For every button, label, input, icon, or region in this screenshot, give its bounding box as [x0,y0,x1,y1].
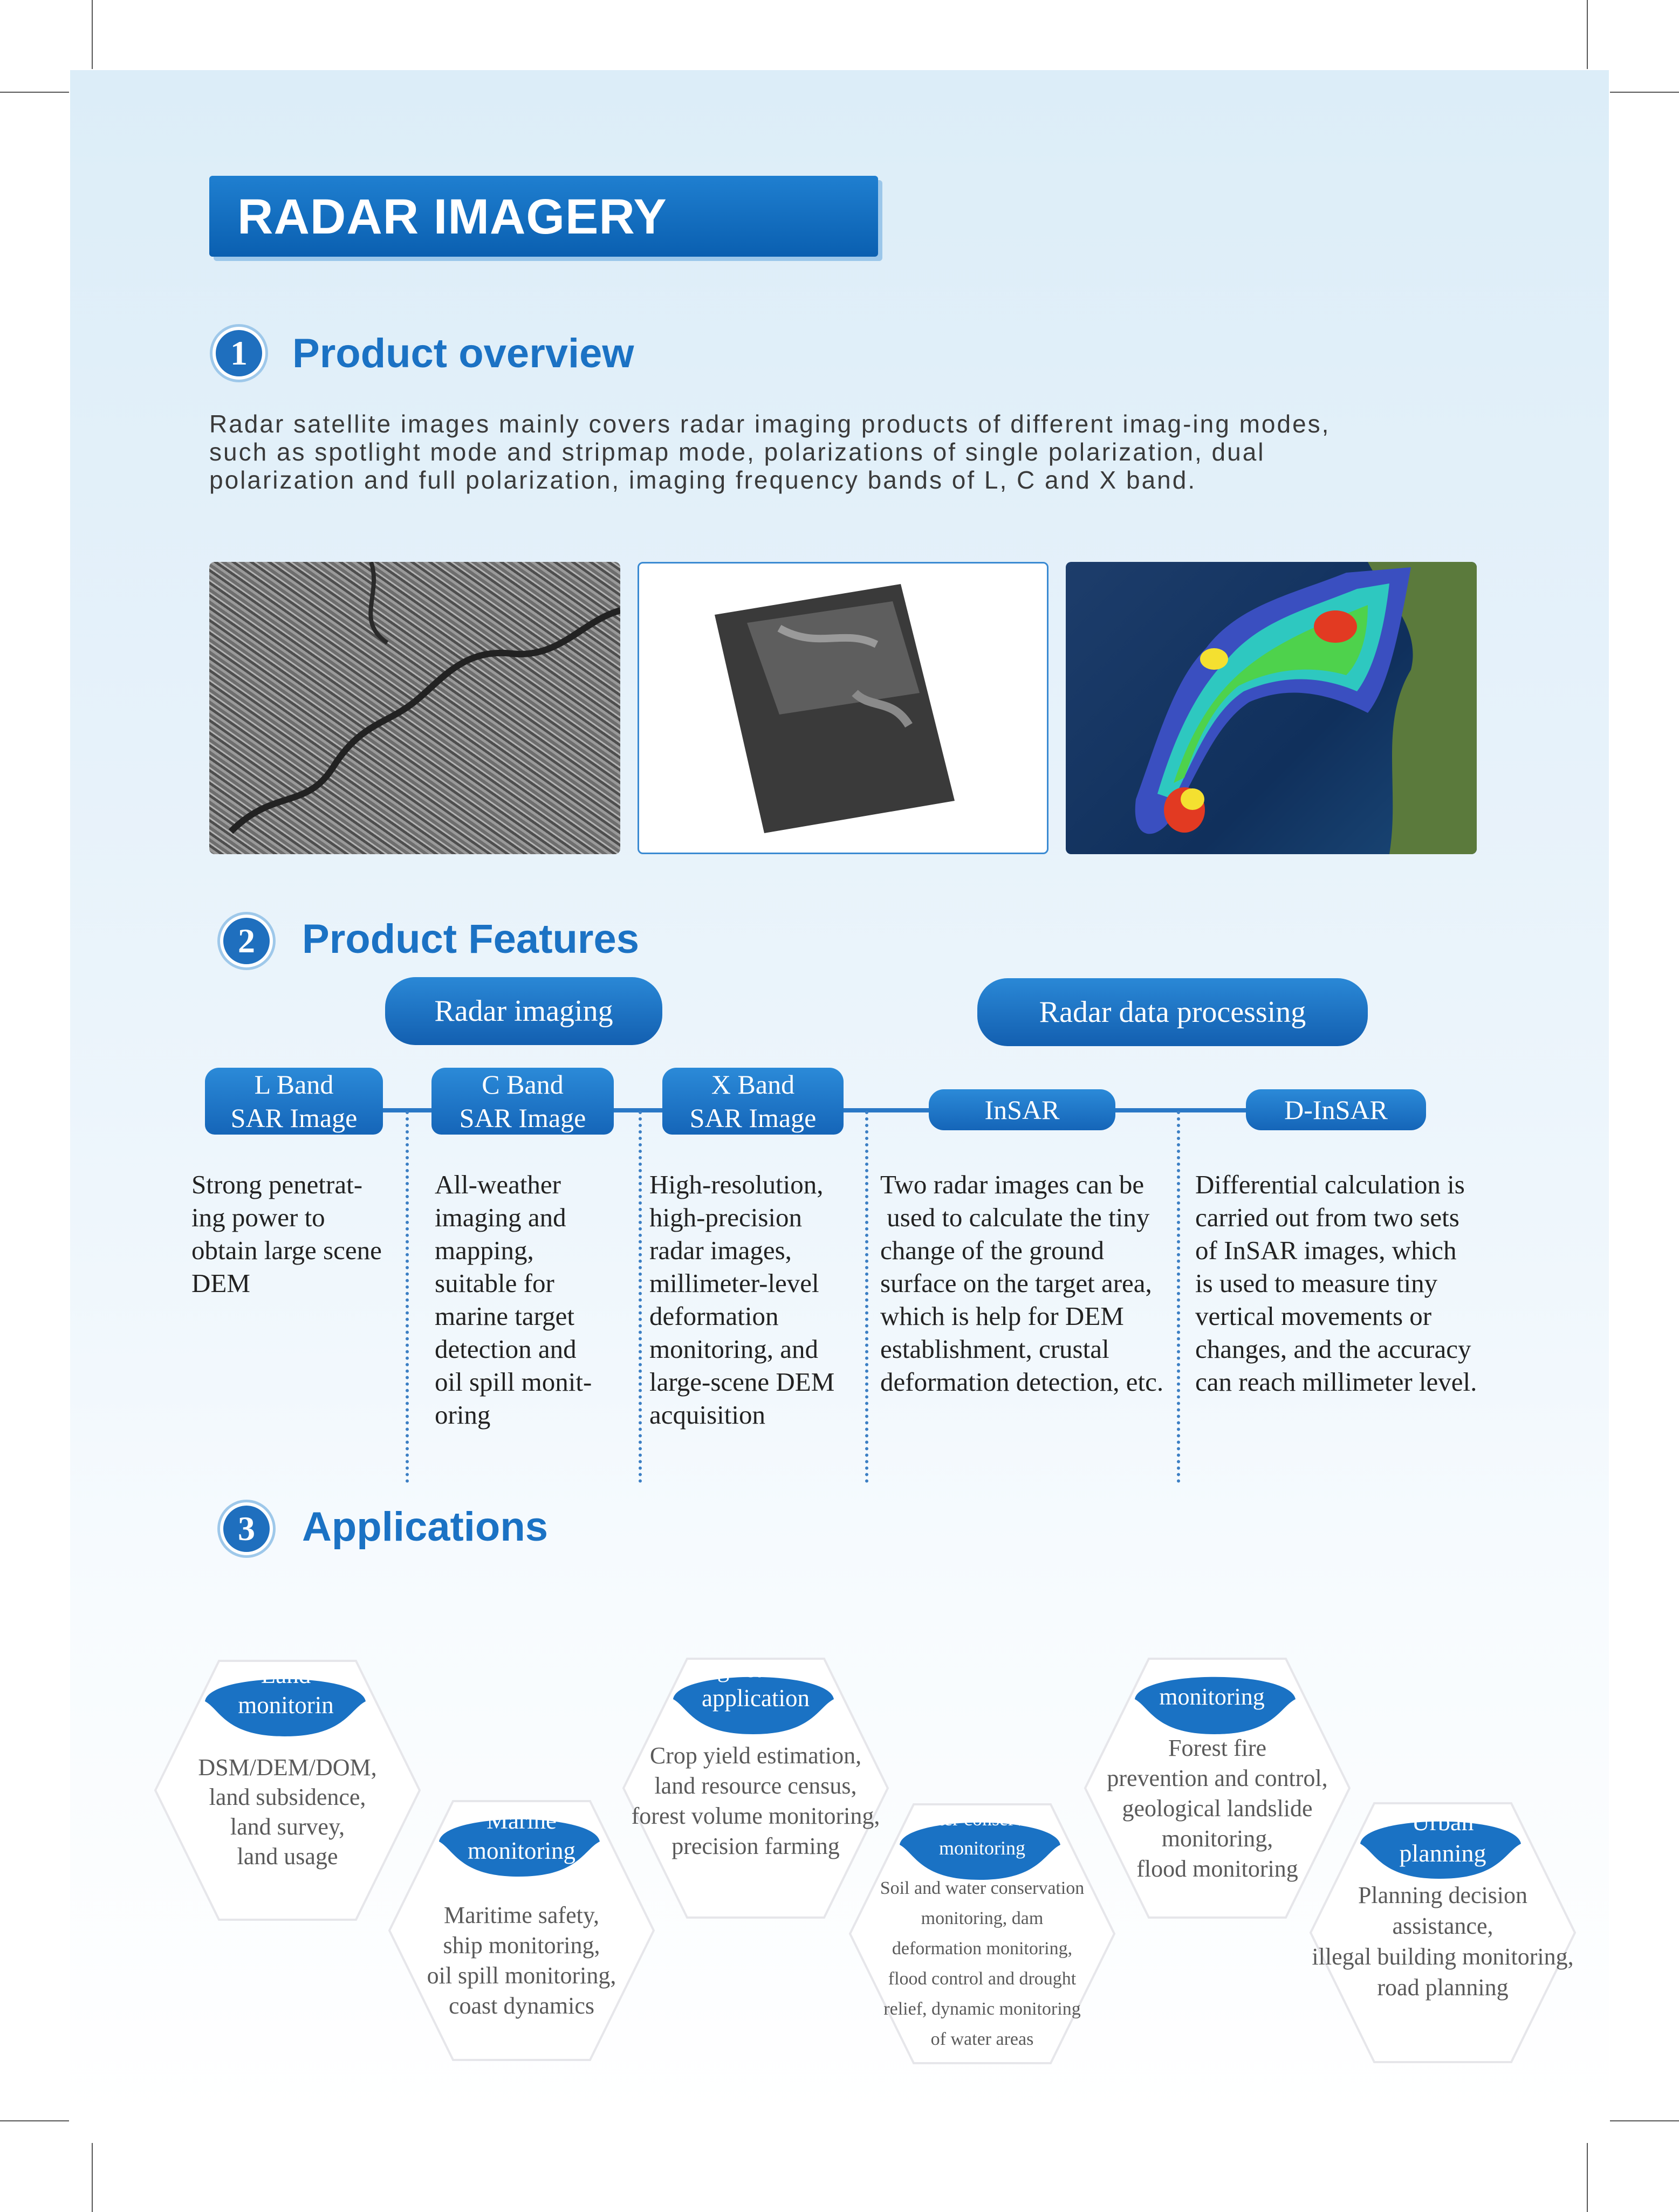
overview-line: Radar satellite images mainly covers radar imaging products of different imag-ing modes, [209,410,1331,438]
tab-label-line: SAR Image [459,1103,586,1133]
crop-mark [1587,0,1588,69]
crop-mark [0,2120,69,2121]
hexagon-land-monitoring-label: Land monitorin [238,1661,334,1719]
section-1-number-badge: 1 [213,327,265,380]
section-2-number-badge: 2 [220,915,273,967]
hexagon-water-conservancy-monitoring-text: Soil and water conservation monitoring, dam deformation monitoring, flood control and drought relief, dynamic monitoring of water areas [880,1878,1085,2049]
crop-mark [1587,2143,1588,2212]
page-title: RADAR IMAGERY [237,189,667,244]
crop-mark [92,0,93,69]
overview-paragraph [209,410,1450,494]
group-radar-data-processing-pill: Radar data processing [977,978,1368,1046]
tab-label-line: C Band [482,1069,564,1100]
hexagon-land-monitoring-text: DSM/DEM/DOM, land subsidence, land survey, land usage [198,1754,377,1870]
overview-line: such as spotlight mode and stripmap mode, polarizations of single polarization, dual [209,438,1265,466]
feature-divider [406,1111,409,1483]
hexagon-urban-planning-text: Planning decision assistance, illegal building monitoring, road planning [1312,1882,1574,2001]
tab-label-line: SAR Image [230,1103,358,1133]
hexagon-agriculture-application-label: Agriculture application [700,1655,812,1712]
feature-description-x-band: High-resolution, high-precision radar images, millimeter-level deformation monitoring, and large-scene DEM acquisition [649,1170,835,1430]
feature-description-l-band: Strong penetrat- ing power to obtain large scene DEM [191,1170,382,1298]
insar-deformation-map-image [1066,562,1477,854]
hexagon-marine-monitoring-label: Marine monitoring [468,1807,575,1864]
group-radar-imaging-pill: Radar imaging [385,977,662,1045]
feature-divider [1177,1111,1180,1483]
section-3-number-badge: 3 [220,1502,273,1555]
tab-label-line: X Band [711,1069,795,1100]
crop-mark [1610,92,1679,93]
section-1-title: Product overview [292,331,634,376]
tab-c-band-sar [431,1068,614,1135]
crop-mark [1610,2120,1679,2121]
grayscale-city-radar-image [209,562,620,854]
crop-mark [92,2143,93,2212]
hexagon-agriculture-application-text: Crop yield estimation, land resource census, forest volume monitoring, precision farming [631,1742,880,1859]
hexagon-disaster-monitoring-text: Forest fire prevention and control, geological landslide monitoring, flood monitoring [1107,1735,1328,1882]
feature-description-d-insar: Differential calculation is carried out from two sets of InSAR images, which is used to measure tiny vertical movements or changes, and the accuracy can reach millimeter level. [1195,1170,1477,1397]
feature-description-insar: Two radar images can be used to calculate the tiny change of the ground surface on the target area, which is help for DEM establishment, crustal deformation detection, etc. [880,1170,1164,1397]
hexagon-disaster-monitoring-label: Disaster monitoring [1159,1654,1265,1710]
tab-d-insar: D-InSAR [1246,1089,1426,1130]
tab-label-line: SAR Image [689,1103,817,1133]
tab-label-line: L Band [254,1069,334,1100]
crop-mark [0,92,69,93]
tab-insar: InSAR [929,1089,1115,1130]
tab-l-band-sar [205,1068,383,1135]
feature-divider [639,1111,642,1483]
rotated-sar-scene-image [638,562,1048,854]
hexagon-water-conservancy-monitoring-label: Water conservanc monitoring [913,1808,1051,1859]
overview-line: polarization and full polarization, imaging frequency bands of L, C and X band. [209,466,1197,494]
hexagon-marine-monitoring-text: Maritime safety, ship monitoring, oil spill monitoring, coast dynamics [427,1902,616,2019]
section-3-title: Applications [302,1504,549,1550]
feature-divider [865,1111,868,1483]
section-2-title: Product Features [302,916,640,962]
hexagon-urban-planning-label: Urban planning [1399,1808,1486,1867]
tab-x-band-sar [662,1068,844,1135]
page-title-banner [209,176,878,257]
feature-description-c-band: All-weather imaging and mapping, suitable for marine target detection and oil spill monit- oring [435,1170,592,1430]
